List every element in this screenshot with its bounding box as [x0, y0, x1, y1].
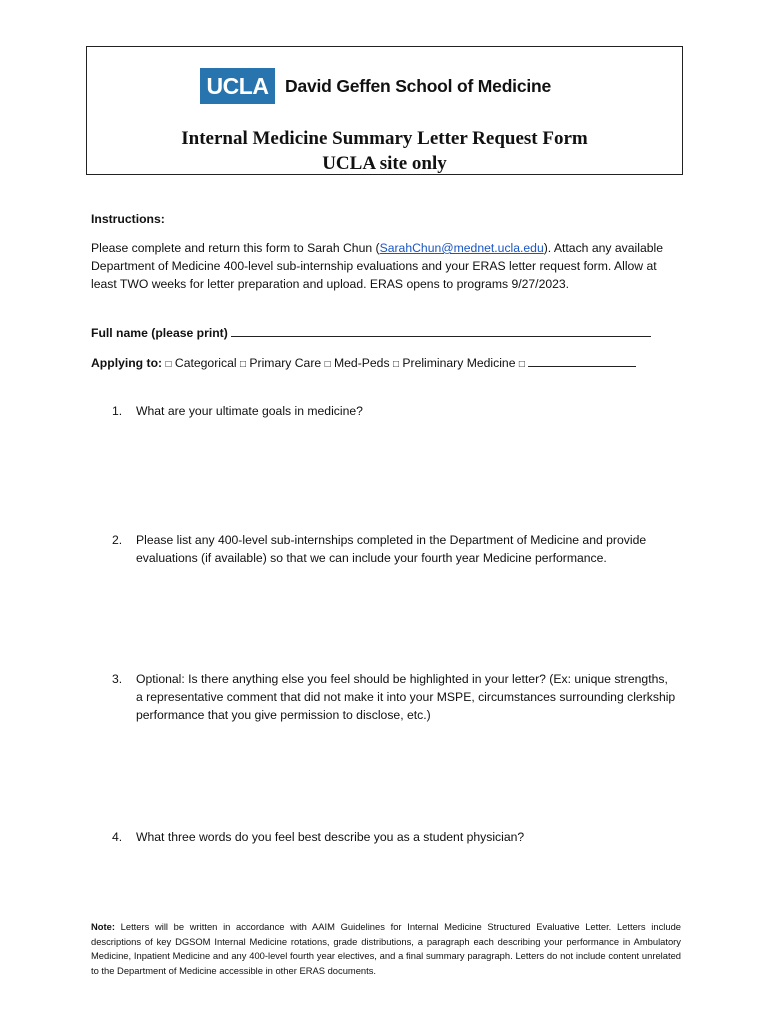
option-med-peds: Med-Peds	[334, 356, 390, 370]
page-subtitle: UCLA site only	[322, 153, 447, 174]
full-name-field[interactable]	[231, 325, 651, 337]
full-name-row	[91, 324, 651, 342]
question-2	[112, 531, 676, 567]
instructions-text-before: Please complete and return this form to Sarah Chun (	[91, 241, 380, 255]
question-number: 2.	[112, 533, 123, 547]
question-4	[112, 828, 676, 846]
footer-note	[91, 920, 681, 978]
question-text: What are your ultimate goals in medicine?	[136, 404, 363, 418]
full-name-label: Full name (please print)	[91, 326, 228, 340]
checkbox-other[interactable]: □	[518, 359, 525, 370]
option-preliminary-medicine: Preliminary Medicine	[402, 356, 516, 370]
ucla-logo	[200, 68, 551, 104]
question-text: What three words do you feel best describe you as a student physician?	[136, 830, 525, 844]
question-number: 3.	[112, 672, 123, 686]
question-number: 1.	[112, 404, 123, 418]
logo-badge: UCLA	[200, 68, 275, 104]
logo-text: David Geffen School of Medicine	[285, 75, 552, 96]
checkbox-primary-care[interactable]: □	[239, 359, 246, 370]
question-text: Optional: Is there anything else you feel should be highlighted in your letter? (Ex: unique strengths, a representative comment that did not make it into your MSPE, circumstances surrounding clerkship performance that you give permission to disclose, etc.)	[136, 672, 676, 722]
instructions-paragraph	[91, 239, 681, 293]
option-primary-care: Primary Care	[249, 356, 322, 370]
page-title: Internal Medicine Summary Letter Request Form	[181, 128, 588, 149]
note-text: Letters will be written in accordance with AAIM Guidelines for Internal Medicine Structured Evaluative Letter. Letters include descriptions of key DGSOM Internal Medicine rotations, grade distributions, a paragraph each describing your performance in Ambulatory Medicine, Inpatient Medicine and any 400-level fourth year electives, and a final summary paragraph. Letters do not include content unrelated to the Department of Medicine accessible in other ERAS documents.	[91, 921, 681, 976]
applying-label: Applying to:	[91, 356, 163, 370]
checkbox-med-peds[interactable]: □	[324, 359, 331, 370]
question-text: Please list any 400-level sub-internships completed in the Department of Medicine and provide evaluations (if available) so that we can include your fourth year Medicine performance.	[136, 533, 647, 565]
question-1	[112, 402, 676, 420]
applying-row	[91, 354, 636, 374]
checkbox-preliminary-medicine[interactable]: □	[392, 359, 399, 370]
question-3	[112, 670, 676, 724]
checkbox-categorical[interactable]: □	[165, 359, 172, 370]
question-number: 4.	[112, 830, 123, 844]
header-box	[86, 46, 683, 175]
option-categorical: Categorical	[174, 356, 237, 370]
other-field[interactable]	[528, 355, 636, 367]
note-label: Note:	[91, 921, 115, 932]
email-link[interactable]: SarahChun@mednet.ucla.edu	[379, 241, 544, 255]
instructions-text-after: ). Attach any available Department of Medicine 400-level sub-internship evaluations and your ERAS letter request form. Allow at least TWO weeks for letter preparation and upload. ERAS opens to programs 9/27/2023.	[91, 241, 663, 291]
instructions-heading: Instructions:	[91, 212, 165, 226]
